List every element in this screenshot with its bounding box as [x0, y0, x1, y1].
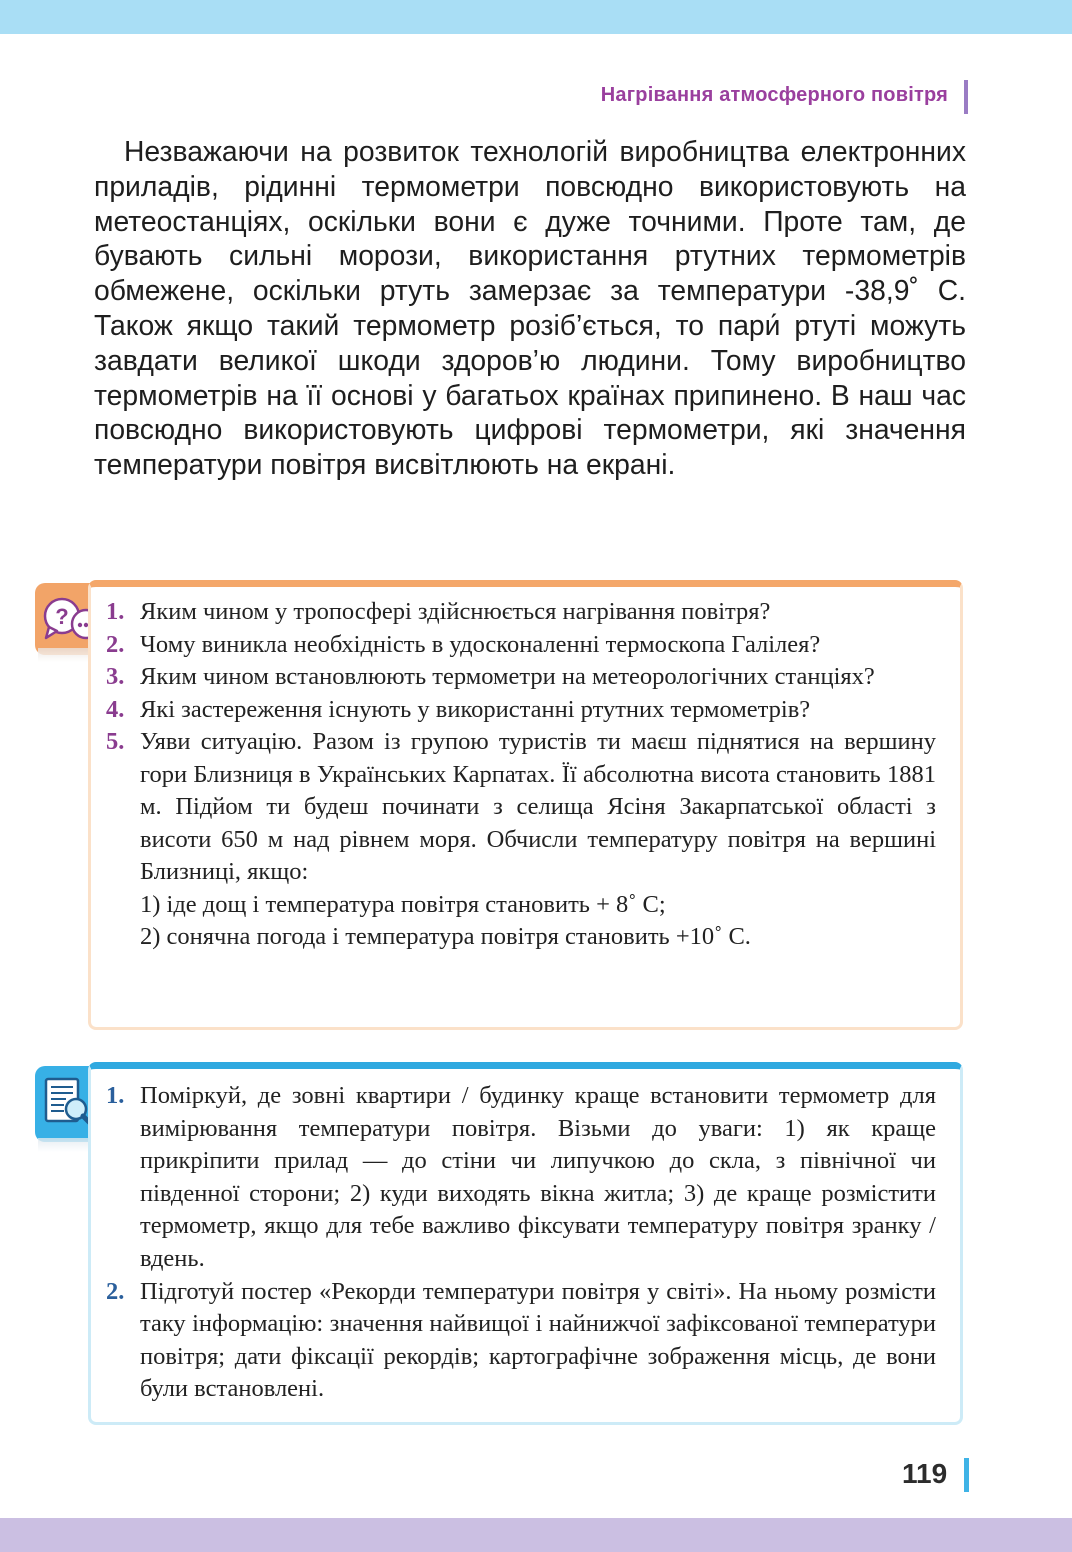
item-text: Уяви ситуацію. Разом із групою туристів ти маєш піднятися на вершину гори Близниця в Українських Карпатах. Її абсолютна висота становить 1881 м. Підйом ти будеш починати з селища Ясіня Закарпатської області з висоти 650 м над рівнем моря. Обчисли температуру повітря на вершині Близниці, якщо:	[140, 728, 936, 885]
item-number: 4.	[106, 695, 125, 723]
tasks-list	[106, 1080, 936, 1406]
header-divider-bar	[964, 80, 968, 114]
item-number: 1.	[106, 1082, 125, 1109]
top-color-band	[0, 0, 1072, 34]
item-number: 5.	[106, 728, 125, 755]
item-number: 1.	[106, 598, 125, 625]
list-item	[106, 1080, 936, 1276]
svg-text:?: ?	[55, 604, 69, 629]
questions-icon-shadow	[38, 648, 94, 662]
main-paragraph: Незважаючи на розвиток технологій виробництва електронних приладів, рідинні термометри повсюдно використовують на метеостанціях, оскільки вони є дуже точними. Проте там, де бувають сильні морози, використання ртутних термометрів обмежене, оскільки ртуть замерзає за температури -38,9˚ С. Також якщо такий термометр розіб’ється, то пари́ ртуті можуть завдати великої шкоди здоров’ю людини. Тому виробництво термометрів на її основі у багатьох країнах припинено. В наш час повсюдно використовують цифрові термометри, які значення температури повітря висвітлюють на екрані.	[94, 135, 966, 481]
item-number: 2.	[106, 630, 125, 658]
tasks-icon-shadow	[38, 1138, 94, 1152]
item-subpoint: 2) сонячна погода і температура повітря становить +10˚ С.	[140, 923, 751, 950]
list-item	[106, 596, 936, 629]
item-text: Поміркуй, де зовні квартири / будинку краще встановити термометр для вимірювання температури повітря. Візьми до уваги: 1) як краще прикріпити прилад — до стіни чи липучкою до скла, з північної чи південної сторони; 2) куди виходять вікна житла; 3) де краще розмістити термометр, якщо для тебе важливо фіксувати температуру повітря зранку / вдень.	[140, 1082, 936, 1272]
item-text: Яким чином у тропосфері здійснюється нагрівання повітря?	[140, 598, 771, 625]
item-number: 2.	[106, 1277, 125, 1305]
page-number-bar	[964, 1458, 969, 1492]
item-subpoint: 1) іде дощ і температура повітря становить + 8˚ С;	[140, 890, 666, 918]
list-item	[106, 629, 936, 662]
list-item	[106, 726, 936, 954]
running-header-title: Нагрівання атмосферного повітря	[600, 84, 948, 106]
list-item	[106, 661, 936, 694]
questions-list	[106, 596, 936, 954]
list-item	[106, 694, 936, 727]
list-item	[106, 1276, 936, 1406]
item-text: Чому виникла необхідність в удосконаленні термоскопа Галілея?	[140, 630, 821, 658]
bottom-color-band	[0, 1518, 1072, 1552]
item-text: Яким чином встановлюють термометри на метеорологічних станціях?	[140, 663, 875, 690]
item-text: Які застереження існують у використанні ртутних термометрів?	[140, 695, 811, 723]
item-text: Підготуй постер «Рекорди температури повітря у світі». На ньому розмісти таку інформацію: значення найвищої і найнижчої зафіксованої температури повітря; дати фіксації рекордів; картографічне зображення місць, де вони були встановлені.	[140, 1277, 936, 1403]
page-number: 119	[902, 1458, 948, 1489]
item-number: 3.	[106, 663, 125, 690]
